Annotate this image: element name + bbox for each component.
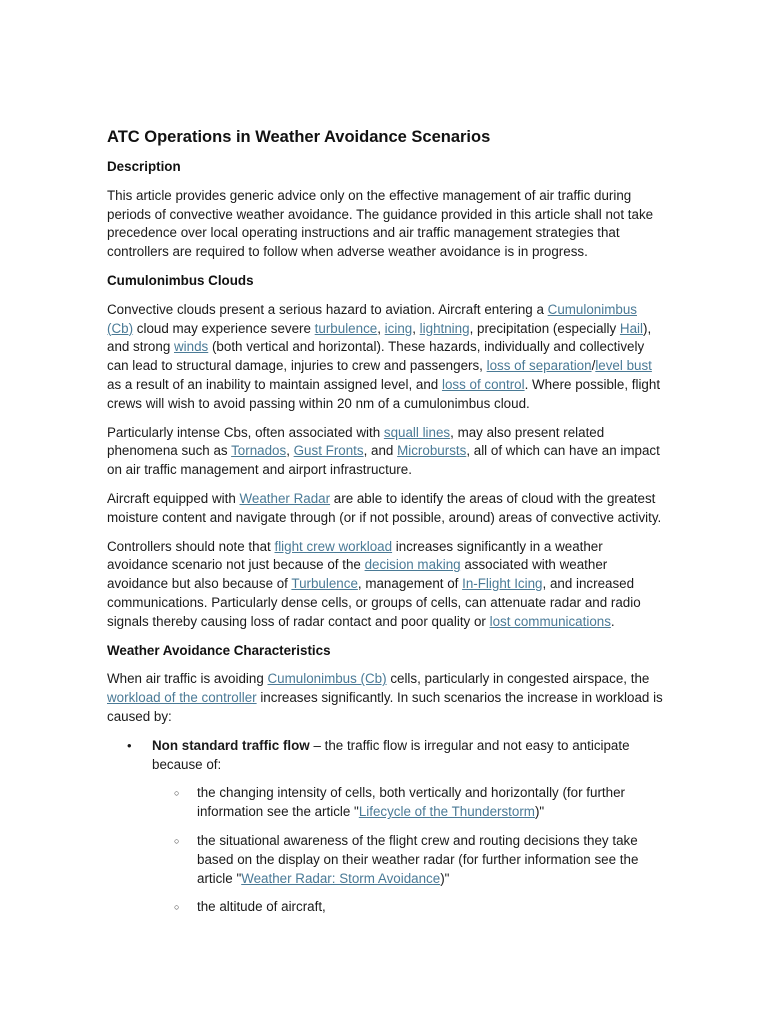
- weather-avoidance-heading: Weather Avoidance Characteristics: [107, 642, 331, 658]
- link-squall-lines[interactable]: squall lines: [383, 424, 451, 440]
- link-level-bust[interactable]: level bust: [595, 358, 652, 374]
- link-in-flight-icing[interactable]: In-Flight Icing: [462, 576, 543, 592]
- sub-list-item: ○ the changing intensity of cells, both vertically and horizontally (for further information see the article "Lifecycle of the Thunderstorm)": [152, 784, 663, 822]
- cb-paragraph-4: Controllers should note that flight crew workload increases significantly in a weather avoidance scenario not just because of the decision making associated with weather avoidance but also because of Turbulence, management of In-Flight Icing, and increased communications. Particularly dense cells, or groups of cells, can attenuate radar and radio signals thereby causing loss of radar contact and poor quality or lost communications.: [107, 538, 641, 629]
- link-lightning[interactable]: lightning: [419, 320, 470, 336]
- wac-paragraph-1: When air traffic is avoiding Cumulonimbus (Cb) cells, particularly in congested airspace, the workload of the controller increases significantly. In such scenarios the increase in workload is caused by:: [107, 671, 663, 724]
- article-body: [107, 126, 663, 927]
- link-hail[interactable]: Hail: [619, 320, 643, 336]
- link-winds[interactable]: winds: [174, 339, 209, 355]
- link-weather-radar[interactable]: Weather Radar: [239, 490, 331, 506]
- link-weather-radar-storm-avoidance[interactable]: Weather Radar: Storm Avoidance: [241, 870, 441, 886]
- bullet-bold-label: Non standard traffic flow: [152, 737, 310, 753]
- link-decision-making[interactable]: decision making: [364, 557, 461, 573]
- link-loss-of-separation[interactable]: loss of separation: [486, 358, 592, 374]
- description-heading: Description: [107, 159, 181, 174]
- description-paragraph: This article provides generic advice only on the effective management of air traffic during periods of convective weather avoidance. The guidance provided in this article shall not take precedence over local operating instructions and air traffic management strategies that controllers are required to follow when adverse weather avoidance is in progress.: [107, 187, 654, 260]
- sub-list: [152, 784, 663, 917]
- cb-paragraph-1: Convective clouds present a serious hazard to aviation. Aircraft entering a Cumulonimbus (Cb) cloud may experience severe turbulence, icing, lightning, precipitation (especially Hail), and strong winds (both vertical and horizontal). These hazards, individually and collectively can lead to structural damage, injuries to crew and passengers, loss of separation/level bust as a result of an inability to maintain assigned level, and loss of control. Where possible, flight crews will wish to avoid passing within 20 nm of a cumulonimbus cloud.: [107, 301, 661, 411]
- sub-list-item: ○ the situational awareness of the flight crew and routing decisions they take based on the display on their weather radar (for further information see the article "Weather Radar: Storm Avoidance)": [152, 832, 663, 888]
- list-item: • Non standard traffic flow – the traffic flow is irregular and not easy to anticipate because of: ○ the changing intensity of cells, both vertically and horizontally (for further information see the article "Lifecycle of the Thunderstorm)" ○ the situational awareness of the flight crew and routing decisions they take based on the display on their weather radar (for further information see the article "Weather Radar: Storm Avoidance)" ○ the altitude of aircraft,: [107, 737, 663, 917]
- link-turbulence-2[interactable]: Turbulence: [291, 576, 358, 592]
- link-lost-communications[interactable]: lost communications: [489, 613, 611, 629]
- sub-list-item: ○ the altitude of aircraft,: [152, 898, 663, 917]
- cb-paragraph-3: Aircraft equipped with Weather Radar are able to identify the areas of cloud with the greatest moisture content and navigate through (or if not possible, around) areas of convective activity.: [107, 490, 662, 525]
- link-flight-crew-workload[interactable]: flight crew workload: [274, 538, 393, 554]
- link-gust-fronts[interactable]: Gust Fronts: [293, 443, 364, 459]
- page-title: ATC Operations in Weather Avoidance Scenarios: [107, 128, 491, 146]
- link-cumulonimbus[interactable]: Cumulonimbus (Cb): [107, 301, 637, 336]
- workload-causes-list: [107, 737, 663, 917]
- link-cumulonimbus-2[interactable]: Cumulonimbus (Cb): [267, 671, 387, 687]
- cb-paragraph-2: Particularly intense Cbs, often associated with squall lines, may also present related phenomena such as Tornados, Gust Fronts, and Microbursts, all of which can have an impact on air traffic management and airport infrastructure.: [107, 424, 660, 478]
- link-lifecycle-thunderstorm[interactable]: Lifecycle of the Thunderstorm: [358, 804, 535, 820]
- link-loss-of-control[interactable]: loss of control: [441, 376, 525, 392]
- link-microbursts[interactable]: Microbursts: [397, 443, 467, 459]
- cumulonimbus-heading: Cumulonimbus Clouds: [107, 272, 254, 288]
- link-turbulence[interactable]: turbulence: [314, 320, 378, 336]
- link-tornados[interactable]: Tornados: [231, 443, 287, 459]
- link-icing[interactable]: icing: [384, 320, 413, 336]
- link-workload-of-controller[interactable]: workload of the controller: [107, 690, 257, 706]
